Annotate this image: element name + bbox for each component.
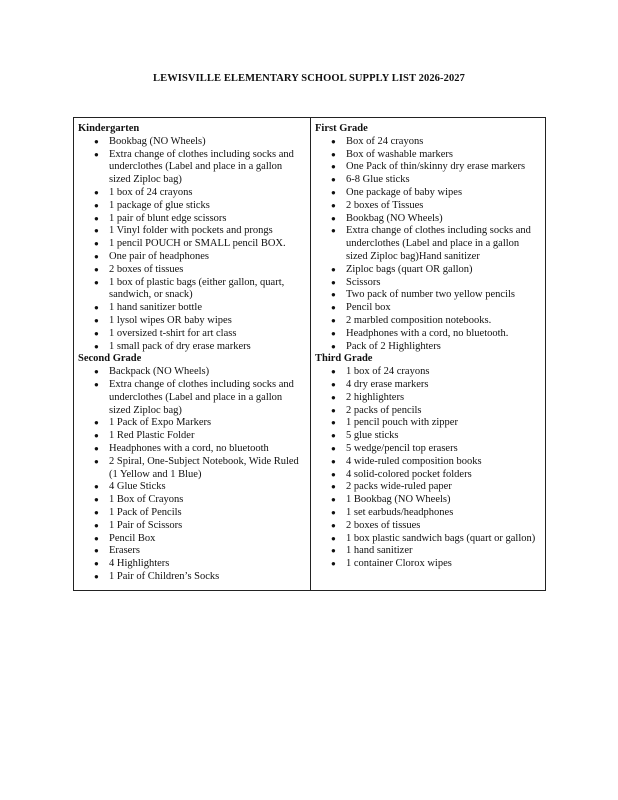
bullet-icon: ● — [94, 559, 99, 569]
list-item-text: Extra change of clothes including socks and underclothes (Label and place in a gallon sized Ziploc bag) — [109, 378, 294, 416]
bullet-icon: ● — [331, 469, 336, 479]
bullet-icon: ● — [94, 418, 99, 428]
list-item-text: 1 oversized t-shirt for art class — [109, 327, 237, 339]
list-item-text: Backpack (NO Wheels) — [109, 366, 210, 378]
list-item — [315, 302, 541, 315]
list-item-text: 1 Red Plastic Folder — [109, 430, 195, 442]
list-item — [315, 136, 541, 149]
list-item-text: One package of baby wipes — [346, 186, 463, 198]
list-item — [315, 443, 541, 456]
list-item — [78, 494, 306, 507]
list-item — [78, 558, 306, 571]
bullet-icon: ● — [331, 559, 336, 569]
list-item-text: 1 package of glue sticks — [109, 199, 210, 211]
bullet-icon: ● — [94, 315, 99, 325]
bullet-icon: ● — [331, 328, 336, 338]
bullet-icon: ● — [94, 431, 99, 441]
bullet-icon: ● — [331, 495, 336, 505]
list-item — [315, 174, 541, 187]
bullet-icon: ● — [331, 149, 336, 159]
list-item — [78, 187, 306, 200]
list-item-text: 1 box of 24 crayons — [109, 186, 193, 198]
list-item — [78, 571, 306, 584]
list-item — [315, 533, 541, 546]
list-item-text: Erasers — [109, 545, 140, 557]
list-item — [315, 417, 541, 430]
list-item-text: 4 Glue Sticks — [109, 481, 166, 493]
list-item — [315, 405, 541, 418]
list-item-text: 1 Pair of Scissors — [109, 519, 183, 531]
bullet-icon: ● — [331, 264, 336, 274]
list-item-text: 1 hand sanitizer bottle — [109, 302, 203, 314]
list-item — [78, 277, 306, 303]
list-item-text: 1 set earbuds/headphones — [346, 506, 454, 518]
list-item-text: Extra change of clothes including socks and underclothes (Label and place in a gallon sized Ziploc bag) — [109, 148, 294, 186]
bullet-icon: ● — [331, 520, 336, 530]
list-item — [78, 200, 306, 213]
bullet-icon: ● — [94, 507, 99, 517]
list-item — [315, 366, 541, 379]
bullet-icon: ● — [94, 341, 99, 351]
bullet-icon: ● — [331, 187, 336, 197]
list-item-text: 1 Bookbag (NO Wheels) — [346, 494, 451, 506]
list-item-text: 1 Pack of Expo Markers — [109, 417, 212, 429]
list-item — [315, 341, 541, 354]
list-item-text: 2 boxes of tissues — [109, 263, 184, 275]
bullet-icon: ● — [94, 226, 99, 236]
bullet-icon: ● — [331, 546, 336, 556]
list-item-text: 2 Spiral, One-Subject Notebook, Wide Ruled (1 Yellow and 1 Blue) — [109, 455, 299, 480]
list-item-text: 6-8 Glue sticks — [346, 174, 410, 186]
list-item — [78, 264, 306, 277]
bullet-icon: ● — [331, 507, 336, 517]
list-item-text: Pack of 2 Highlighters — [346, 340, 441, 352]
list-item-text: 4 wide-ruled composition books — [346, 455, 482, 467]
bullet-icon: ● — [94, 482, 99, 492]
list-item-text: 1 pencil POUCH or SMALL pencil BOX. — [109, 238, 286, 250]
bullet-icon: ● — [94, 303, 99, 313]
list-item-text: 1 box plastic sandwich bags (quart or gallon) — [346, 532, 536, 544]
bullet-icon: ● — [94, 443, 99, 453]
bullet-icon: ● — [331, 290, 336, 300]
list-item — [315, 200, 541, 213]
bullet-icon: ● — [331, 405, 336, 415]
second-grade-list — [78, 366, 306, 584]
bullet-icon: ● — [94, 239, 99, 249]
list-item-text: Headphones with a cord, no bluetooth — [109, 442, 269, 454]
page-title: LEWISVILLE ELEMENTARY SCHOOL SUPPLY LIST 2026-2027 — [152, 73, 466, 84]
list-item — [315, 481, 541, 494]
bullet-icon: ● — [331, 341, 336, 351]
list-item — [78, 481, 306, 494]
section-heading-second-grade: Second Grade — [78, 353, 142, 365]
list-item — [78, 456, 306, 482]
right-column — [311, 118, 545, 590]
bullet-icon: ● — [331, 315, 336, 325]
bullet-icon: ● — [94, 533, 99, 543]
bullet-icon: ● — [94, 149, 99, 159]
list-item-text: One pair of headphones — [109, 250, 210, 262]
bullet-icon: ● — [331, 136, 336, 146]
bullet-icon: ● — [331, 482, 336, 492]
first-grade-list — [315, 136, 541, 354]
list-item — [78, 136, 306, 149]
bullet-icon: ● — [94, 495, 99, 505]
list-item-text: 2 boxes of tissues — [346, 519, 421, 531]
bullet-icon: ● — [94, 520, 99, 530]
list-item — [315, 225, 541, 263]
list-item — [78, 328, 306, 341]
list-item — [78, 225, 306, 238]
list-item-text: Box of washable markers — [346, 148, 454, 160]
list-item — [315, 289, 541, 302]
list-item — [315, 520, 541, 533]
list-item-text: 2 highlighters — [346, 391, 405, 403]
list-item-text: Bookbag (NO Wheels) — [109, 135, 206, 147]
list-item — [78, 341, 306, 354]
list-item-text: Box of 24 crayons — [346, 135, 424, 147]
bullet-icon: ● — [331, 392, 336, 402]
list-item-text: 5 wedge/pencil top erasers — [346, 442, 458, 454]
bullet-icon: ● — [94, 213, 99, 223]
list-item-text: Bookbag (NO Wheels) — [346, 212, 443, 224]
list-item — [315, 277, 541, 290]
list-item-text: 1 pair of blunt edge scissors — [109, 212, 227, 224]
list-item — [78, 366, 306, 379]
list-item-text: 4 solid-colored pocket folders — [346, 468, 472, 480]
bullet-icon: ● — [94, 264, 99, 274]
list-item-text: 1 Pair of Children’s Socks — [109, 570, 220, 582]
bullet-icon: ● — [331, 213, 336, 223]
bullet-icon: ● — [331, 200, 336, 210]
list-item-text: Pencil box — [346, 302, 391, 314]
list-item-text: 1 Pack of Pencils — [109, 506, 182, 518]
list-item-text: Scissors — [346, 276, 381, 288]
list-item — [315, 328, 541, 341]
bullet-icon: ● — [331, 418, 336, 428]
list-item-text: Two pack of number two yellow pencils — [346, 289, 515, 301]
list-item — [315, 149, 541, 162]
list-item — [78, 430, 306, 443]
list-item-text: 2 boxes of Tissues — [346, 199, 424, 211]
list-item-text: 1 lysol wipes OR baby wipes — [109, 314, 232, 326]
list-item-text: 4 Highlighters — [109, 558, 170, 570]
list-item-text: 2 marbled composition notebooks. — [346, 314, 492, 326]
bullet-icon: ● — [331, 379, 336, 389]
list-item-text: 2 packs wide-ruled paper — [346, 481, 452, 493]
left-column — [74, 118, 311, 590]
section-heading-third-grade: Third Grade — [315, 353, 373, 365]
list-item-text: 1 box of plastic bags (either gallon, quart, sandwich, or snack) — [109, 276, 285, 301]
section-heading-kindergarten: Kindergarten — [78, 123, 140, 134]
bullet-icon: ● — [94, 456, 99, 466]
bullet-icon: ● — [94, 367, 99, 377]
section-heading-first-grade: First Grade — [315, 123, 368, 134]
bullet-icon: ● — [94, 200, 99, 210]
bullet-icon: ● — [94, 251, 99, 261]
bullet-icon: ● — [331, 431, 336, 441]
supply-list-table — [73, 117, 546, 591]
list-item — [78, 379, 306, 417]
list-item-text: 1 container Clorox wipes — [346, 558, 452, 570]
list-item — [78, 443, 306, 456]
list-item — [315, 379, 541, 392]
list-item-text: 4 dry erase markers — [346, 378, 429, 390]
list-item-text: 1 Vinyl folder with pockets and prongs — [109, 225, 273, 237]
bullet-icon: ● — [331, 303, 336, 313]
list-item — [78, 417, 306, 430]
list-item — [78, 520, 306, 533]
list-item-text: 1 pencil pouch with zipper — [346, 417, 458, 429]
list-item — [315, 469, 541, 482]
list-item — [315, 315, 541, 328]
bullet-icon: ● — [331, 533, 336, 543]
bullet-icon: ● — [94, 571, 99, 581]
bullet-icon: ● — [331, 175, 336, 185]
list-item — [78, 238, 306, 251]
list-item — [78, 545, 306, 558]
list-item — [78, 507, 306, 520]
list-item — [78, 302, 306, 315]
list-item — [78, 149, 306, 187]
list-item — [78, 213, 306, 226]
list-item — [315, 430, 541, 443]
list-item-text: 5 glue sticks — [346, 430, 399, 442]
list-item — [315, 161, 541, 174]
list-item-text: 1 box of 24 crayons — [346, 366, 430, 378]
bullet-icon: ● — [331, 226, 336, 236]
list-item — [315, 264, 541, 277]
list-item-text: 2 packs of pencils — [346, 404, 422, 416]
list-item — [315, 494, 541, 507]
list-item — [78, 533, 306, 546]
list-item-text: 1 hand sanitizer — [346, 545, 413, 557]
list-item — [78, 315, 306, 328]
list-item — [315, 392, 541, 405]
list-item — [315, 187, 541, 200]
list-item — [315, 213, 541, 226]
list-item-text: Pencil Box — [109, 532, 156, 544]
bullet-icon: ● — [331, 456, 336, 466]
list-item-text: 1 Box of Crayons — [109, 494, 184, 506]
third-grade-list — [315, 366, 541, 571]
kindergarten-list — [78, 136, 306, 354]
bullet-icon: ● — [94, 379, 99, 389]
list-item-text: Ziploc bags (quart OR gallon) — [346, 263, 473, 275]
list-item-text: Extra change of clothes including socks and underclothes (Label and place in a gallon sized Ziploc bag)Hand sanitizer — [346, 225, 531, 262]
list-item — [315, 545, 541, 558]
list-item-text: One Pack of thin/skinny dry erase markers — [346, 161, 526, 173]
list-item-text: 1 small pack of dry erase markers — [109, 340, 251, 352]
bullet-icon: ● — [94, 546, 99, 556]
bullet-icon: ● — [94, 277, 99, 287]
bullet-icon: ● — [331, 277, 336, 287]
bullet-icon: ● — [331, 367, 336, 377]
list-item — [315, 507, 541, 520]
bullet-icon: ● — [94, 187, 99, 197]
list-item-text: Headphones with a cord, no bluetooth. — [346, 327, 509, 339]
bullet-icon: ● — [94, 328, 99, 338]
bullet-icon: ● — [331, 162, 336, 172]
bullet-icon: ● — [331, 443, 336, 453]
bullet-icon: ● — [94, 136, 99, 146]
list-item — [315, 456, 541, 469]
list-item — [78, 251, 306, 264]
list-item — [315, 558, 541, 571]
